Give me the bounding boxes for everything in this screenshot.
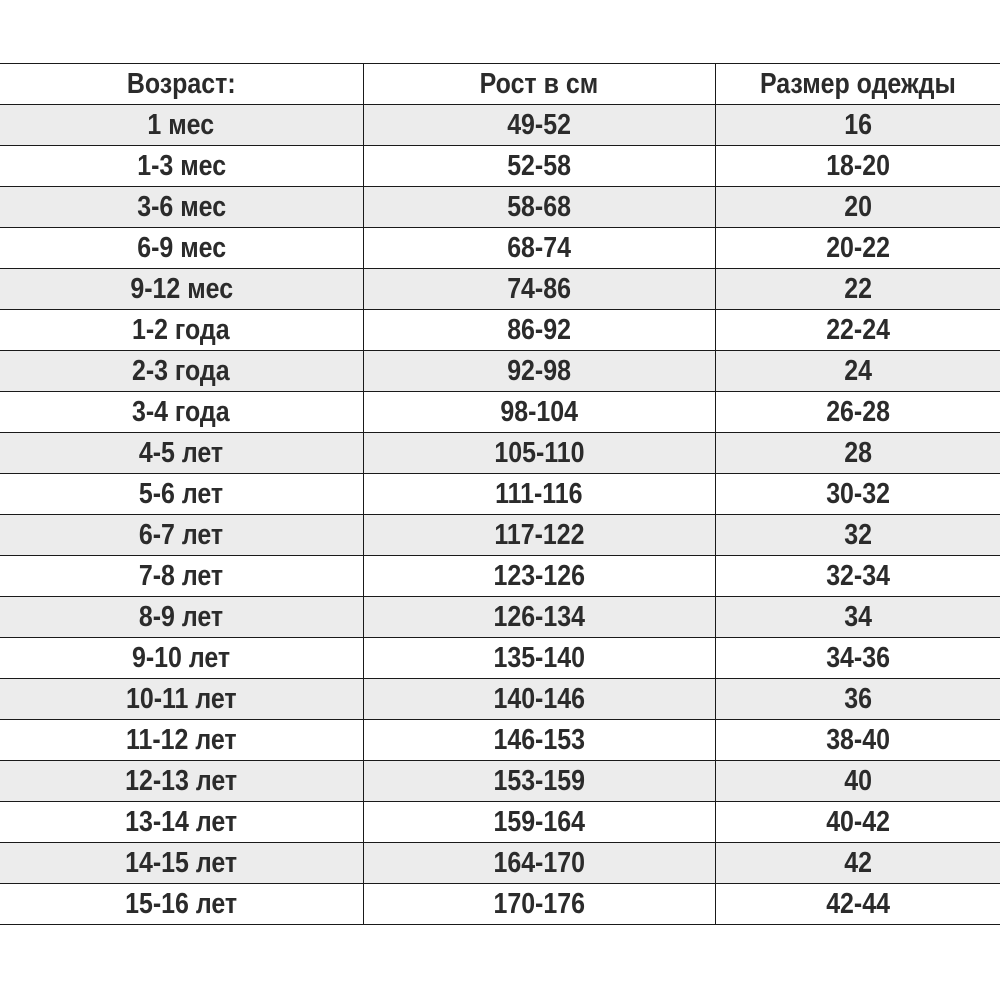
cell-clothing-size: 34-36 (715, 638, 1000, 679)
cell-clothing-size: 40-42 (715, 802, 1000, 843)
table-row (0, 351, 1000, 392)
cell-height: 117-122 (363, 515, 715, 556)
cell-clothing-size: 42-44 (715, 884, 1000, 925)
cell-age: 3-4 года (0, 392, 363, 433)
cell-clothing-size: 34 (715, 597, 1000, 638)
cell-age: 1 мес (0, 105, 363, 146)
cell-age: 12-13 лет (0, 761, 363, 802)
cell-clothing-size: 22 (715, 269, 1000, 310)
cell-clothing-size: 24 (715, 351, 1000, 392)
cell-age: 1-2 года (0, 310, 363, 351)
cell-clothing-size: 42 (715, 843, 1000, 884)
cell-age: 11-12 лет (0, 720, 363, 761)
cell-clothing-size: 32 (715, 515, 1000, 556)
header-age: Возраст: (0, 64, 363, 105)
cell-height: 86-92 (363, 310, 715, 351)
table-row (0, 597, 1000, 638)
table-row (0, 638, 1000, 679)
table-row (0, 761, 1000, 802)
table-header (0, 64, 1000, 105)
cell-age: 7-8 лет (0, 556, 363, 597)
cell-age: 3-6 мес (0, 187, 363, 228)
cell-age: 5-6 лет (0, 474, 363, 515)
cell-clothing-size: 40 (715, 761, 1000, 802)
cell-clothing-size: 36 (715, 679, 1000, 720)
table-row (0, 146, 1000, 187)
cell-height: 135-140 (363, 638, 715, 679)
header-row (0, 64, 1000, 105)
cell-clothing-size: 28 (715, 433, 1000, 474)
table-row (0, 843, 1000, 884)
cell-height: 146-153 (363, 720, 715, 761)
cell-age: 9-10 лет (0, 638, 363, 679)
cell-clothing-size: 16 (715, 105, 1000, 146)
cell-age: 2-3 года (0, 351, 363, 392)
table-row (0, 392, 1000, 433)
table-body (0, 105, 1000, 925)
cell-age: 8-9 лет (0, 597, 363, 638)
cell-clothing-size: 18-20 (715, 146, 1000, 187)
cell-height: 126-134 (363, 597, 715, 638)
cell-age: 6-7 лет (0, 515, 363, 556)
table-row (0, 556, 1000, 597)
cell-height: 105-110 (363, 433, 715, 474)
cell-age: 10-11 лет (0, 679, 363, 720)
table-row (0, 105, 1000, 146)
cell-height: 58-68 (363, 187, 715, 228)
cell-height: 52-58 (363, 146, 715, 187)
table-row (0, 228, 1000, 269)
table-row (0, 433, 1000, 474)
cell-clothing-size: 22-24 (715, 310, 1000, 351)
header-clothing-size: Размер одежды (715, 64, 1000, 105)
cell-clothing-size: 20-22 (715, 228, 1000, 269)
header-height: Рост в см (363, 64, 715, 105)
cell-age: 1-3 мес (0, 146, 363, 187)
cell-clothing-size: 38-40 (715, 720, 1000, 761)
cell-height: 111-116 (363, 474, 715, 515)
cell-height: 164-170 (363, 843, 715, 884)
cell-clothing-size: 32-34 (715, 556, 1000, 597)
table-row (0, 515, 1000, 556)
table-row (0, 802, 1000, 843)
cell-height: 92-98 (363, 351, 715, 392)
table-row (0, 474, 1000, 515)
cell-height: 159-164 (363, 802, 715, 843)
cell-age: 4-5 лет (0, 433, 363, 474)
cell-clothing-size: 20 (715, 187, 1000, 228)
table-row (0, 310, 1000, 351)
cell-height: 49-52 (363, 105, 715, 146)
cell-height: 170-176 (363, 884, 715, 925)
cell-height: 74-86 (363, 269, 715, 310)
table-row (0, 720, 1000, 761)
cell-height: 140-146 (363, 679, 715, 720)
table-row (0, 269, 1000, 310)
cell-height: 123-126 (363, 556, 715, 597)
cell-height: 98-104 (363, 392, 715, 433)
cell-age: 6-9 мес (0, 228, 363, 269)
cell-age: 13-14 лет (0, 802, 363, 843)
size-chart-table (0, 63, 1000, 925)
table-row (0, 679, 1000, 720)
cell-clothing-size: 30-32 (715, 474, 1000, 515)
cell-age: 9-12 мес (0, 269, 363, 310)
cell-clothing-size: 26-28 (715, 392, 1000, 433)
cell-height: 153-159 (363, 761, 715, 802)
cell-age: 15-16 лет (0, 884, 363, 925)
table-row (0, 187, 1000, 228)
table-row (0, 884, 1000, 925)
cell-age: 14-15 лет (0, 843, 363, 884)
cell-height: 68-74 (363, 228, 715, 269)
